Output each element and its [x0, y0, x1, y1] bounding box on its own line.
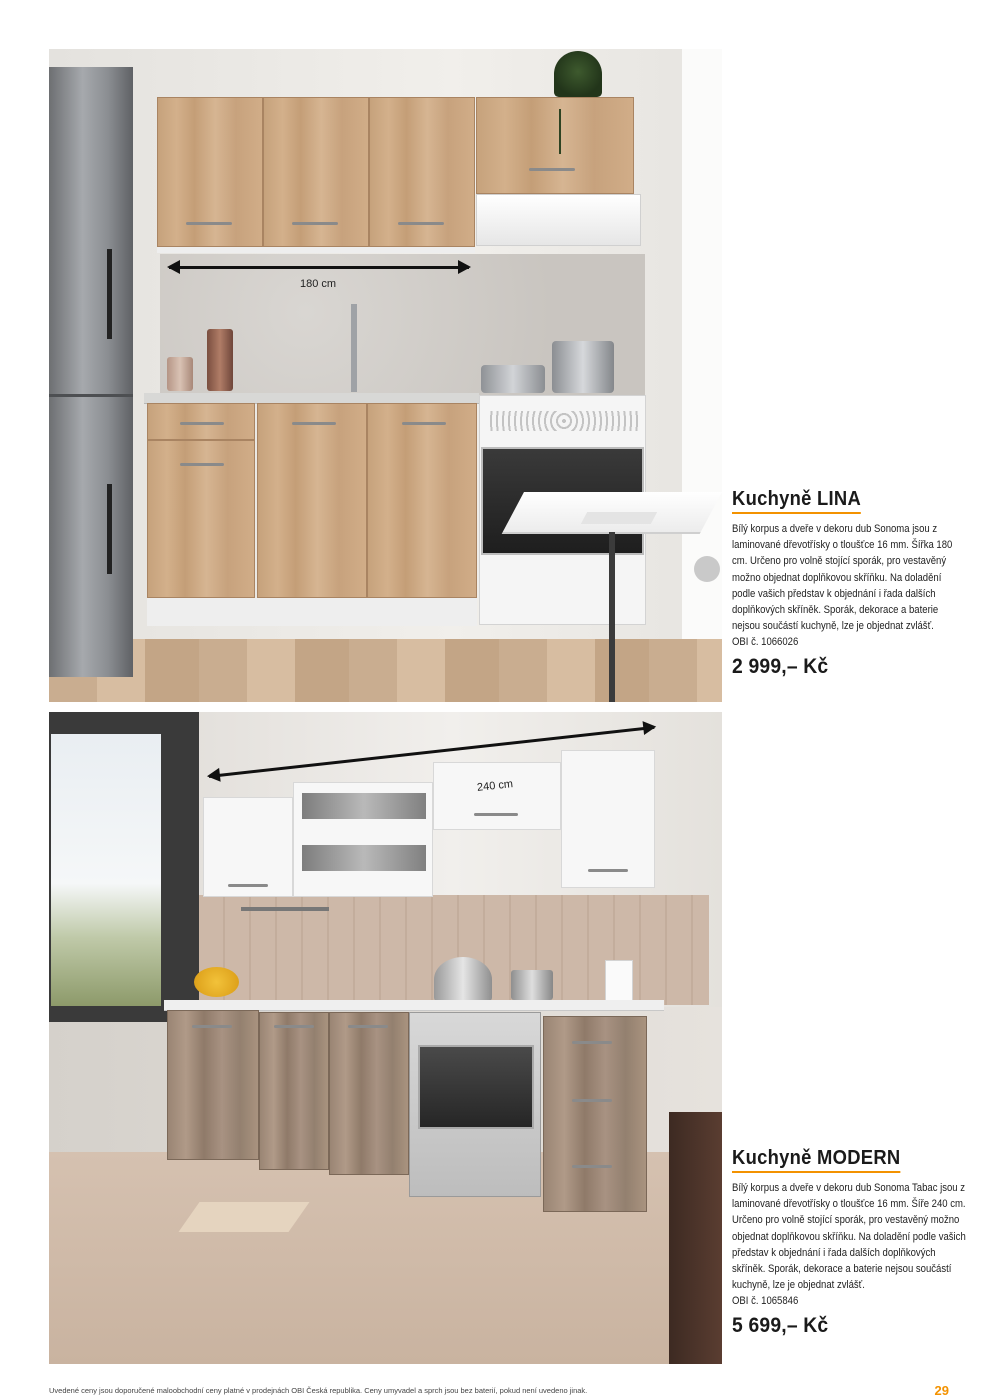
window-glass	[51, 734, 161, 1006]
fridge	[49, 67, 133, 677]
lower-cabinet-3	[329, 1012, 409, 1175]
hood-cabinet	[476, 97, 634, 194]
product-description	[732, 1180, 966, 1310]
faucet	[351, 304, 357, 392]
product-modern	[732, 1146, 972, 1338]
utensil-rail	[241, 907, 329, 911]
cup	[694, 556, 720, 582]
fridge-handle-bottom	[107, 484, 112, 574]
footer-disclaimer: Uvedené ceny jsou doporučené maloobchodní ceny platné v prodejnách OBI Česká republika. Ceny umyvadel a sprch jsou bez baterií, pokud není uvedeno jinak.	[49, 1386, 588, 1395]
lower-cabinet-1	[167, 1010, 259, 1160]
kitchen-modern-photo	[49, 712, 722, 1364]
upper-cabinet-glass	[293, 782, 433, 897]
lemons	[194, 967, 239, 997]
kitchen-lina-photo	[49, 49, 722, 702]
width-arrow	[169, 266, 469, 269]
product-title: Kuchyně LINA	[732, 487, 861, 514]
obi-number: OBI č. 1065846	[732, 1295, 799, 1308]
drawer-unit	[543, 1016, 647, 1212]
jar-small	[167, 357, 193, 391]
pot-2	[552, 341, 614, 393]
fridge-divider	[49, 394, 133, 397]
plinth	[147, 598, 477, 626]
lower-cabinet-1	[147, 440, 255, 598]
description-text: Bílý korpus a dveře v dekoru dub Sonoma jsou z laminované dřevotřísky o tloušťce 16 mm. Šířka 180 cm. Určeno pro volně stojící sporák, pro vestavěný možno objednat doplňkovou skříňku. Na doladění podle vašich představ k objednání i řada dalších doplňkových skříněk. Sporák, dekorace a baterie nejsou součástí kuchyně, lze je objednat zvlášť.	[732, 523, 953, 633]
spice-jar	[207, 329, 233, 391]
lower-cabinet-2	[257, 403, 367, 598]
lower-cabinet-2	[259, 1012, 329, 1170]
description-text: Bílý korpus a dveře v dekoru dub Sonoma Tabac jsou z laminované dřevotřísky o tloušťce 16 mm. Šíře 240 cm. Určeno pro volně stojící sporák, pro vestavěný možno objednat doplňkovou skříňku. Na doladění podle vašich představ k objednání i řada dalších doplňkových skříněk. Sporák, dekorace a baterie nejsou součástí kuchyně, lze je objednat zvlášť.	[732, 1182, 966, 1292]
range-hood	[476, 194, 641, 246]
stove-knobs	[489, 411, 639, 431]
upper-cabinet-2	[263, 97, 369, 247]
product-price: 5 699,– Kč	[732, 1313, 829, 1337]
pot-1	[481, 365, 545, 393]
width-label: 180 cm	[300, 278, 337, 290]
plant-vine	[559, 109, 573, 154]
product-lina	[732, 487, 972, 679]
magazine	[581, 512, 657, 524]
upper-cabinet-1	[157, 97, 263, 247]
lower-drawer	[147, 403, 255, 440]
wooden-floor	[49, 639, 722, 702]
pot	[511, 970, 553, 1000]
width-label: 240 cm	[476, 778, 514, 794]
upper-cabinet-base	[157, 247, 475, 253]
upper-cabinet-4	[561, 750, 655, 888]
table-leg	[609, 532, 615, 702]
lower-cabinet-3	[367, 403, 477, 598]
product-title: Kuchyně MODERN	[732, 1146, 900, 1173]
plant	[554, 51, 602, 97]
upper-cabinet-1	[203, 797, 293, 897]
chair	[669, 1112, 722, 1364]
product-description	[732, 521, 966, 651]
floor-mat	[178, 1202, 309, 1232]
obi-number: OBI č. 1066026	[732, 636, 799, 649]
upper-cabinet-3	[369, 97, 475, 247]
kettle	[434, 957, 492, 1002]
hood-cabinet	[433, 762, 561, 830]
window-light	[682, 49, 722, 702]
fridge-handle-top	[107, 249, 112, 339]
product-price: 2 999,– Kč	[732, 654, 829, 678]
page-number: 29	[934, 1383, 949, 1398]
oven-unit	[409, 1012, 541, 1197]
